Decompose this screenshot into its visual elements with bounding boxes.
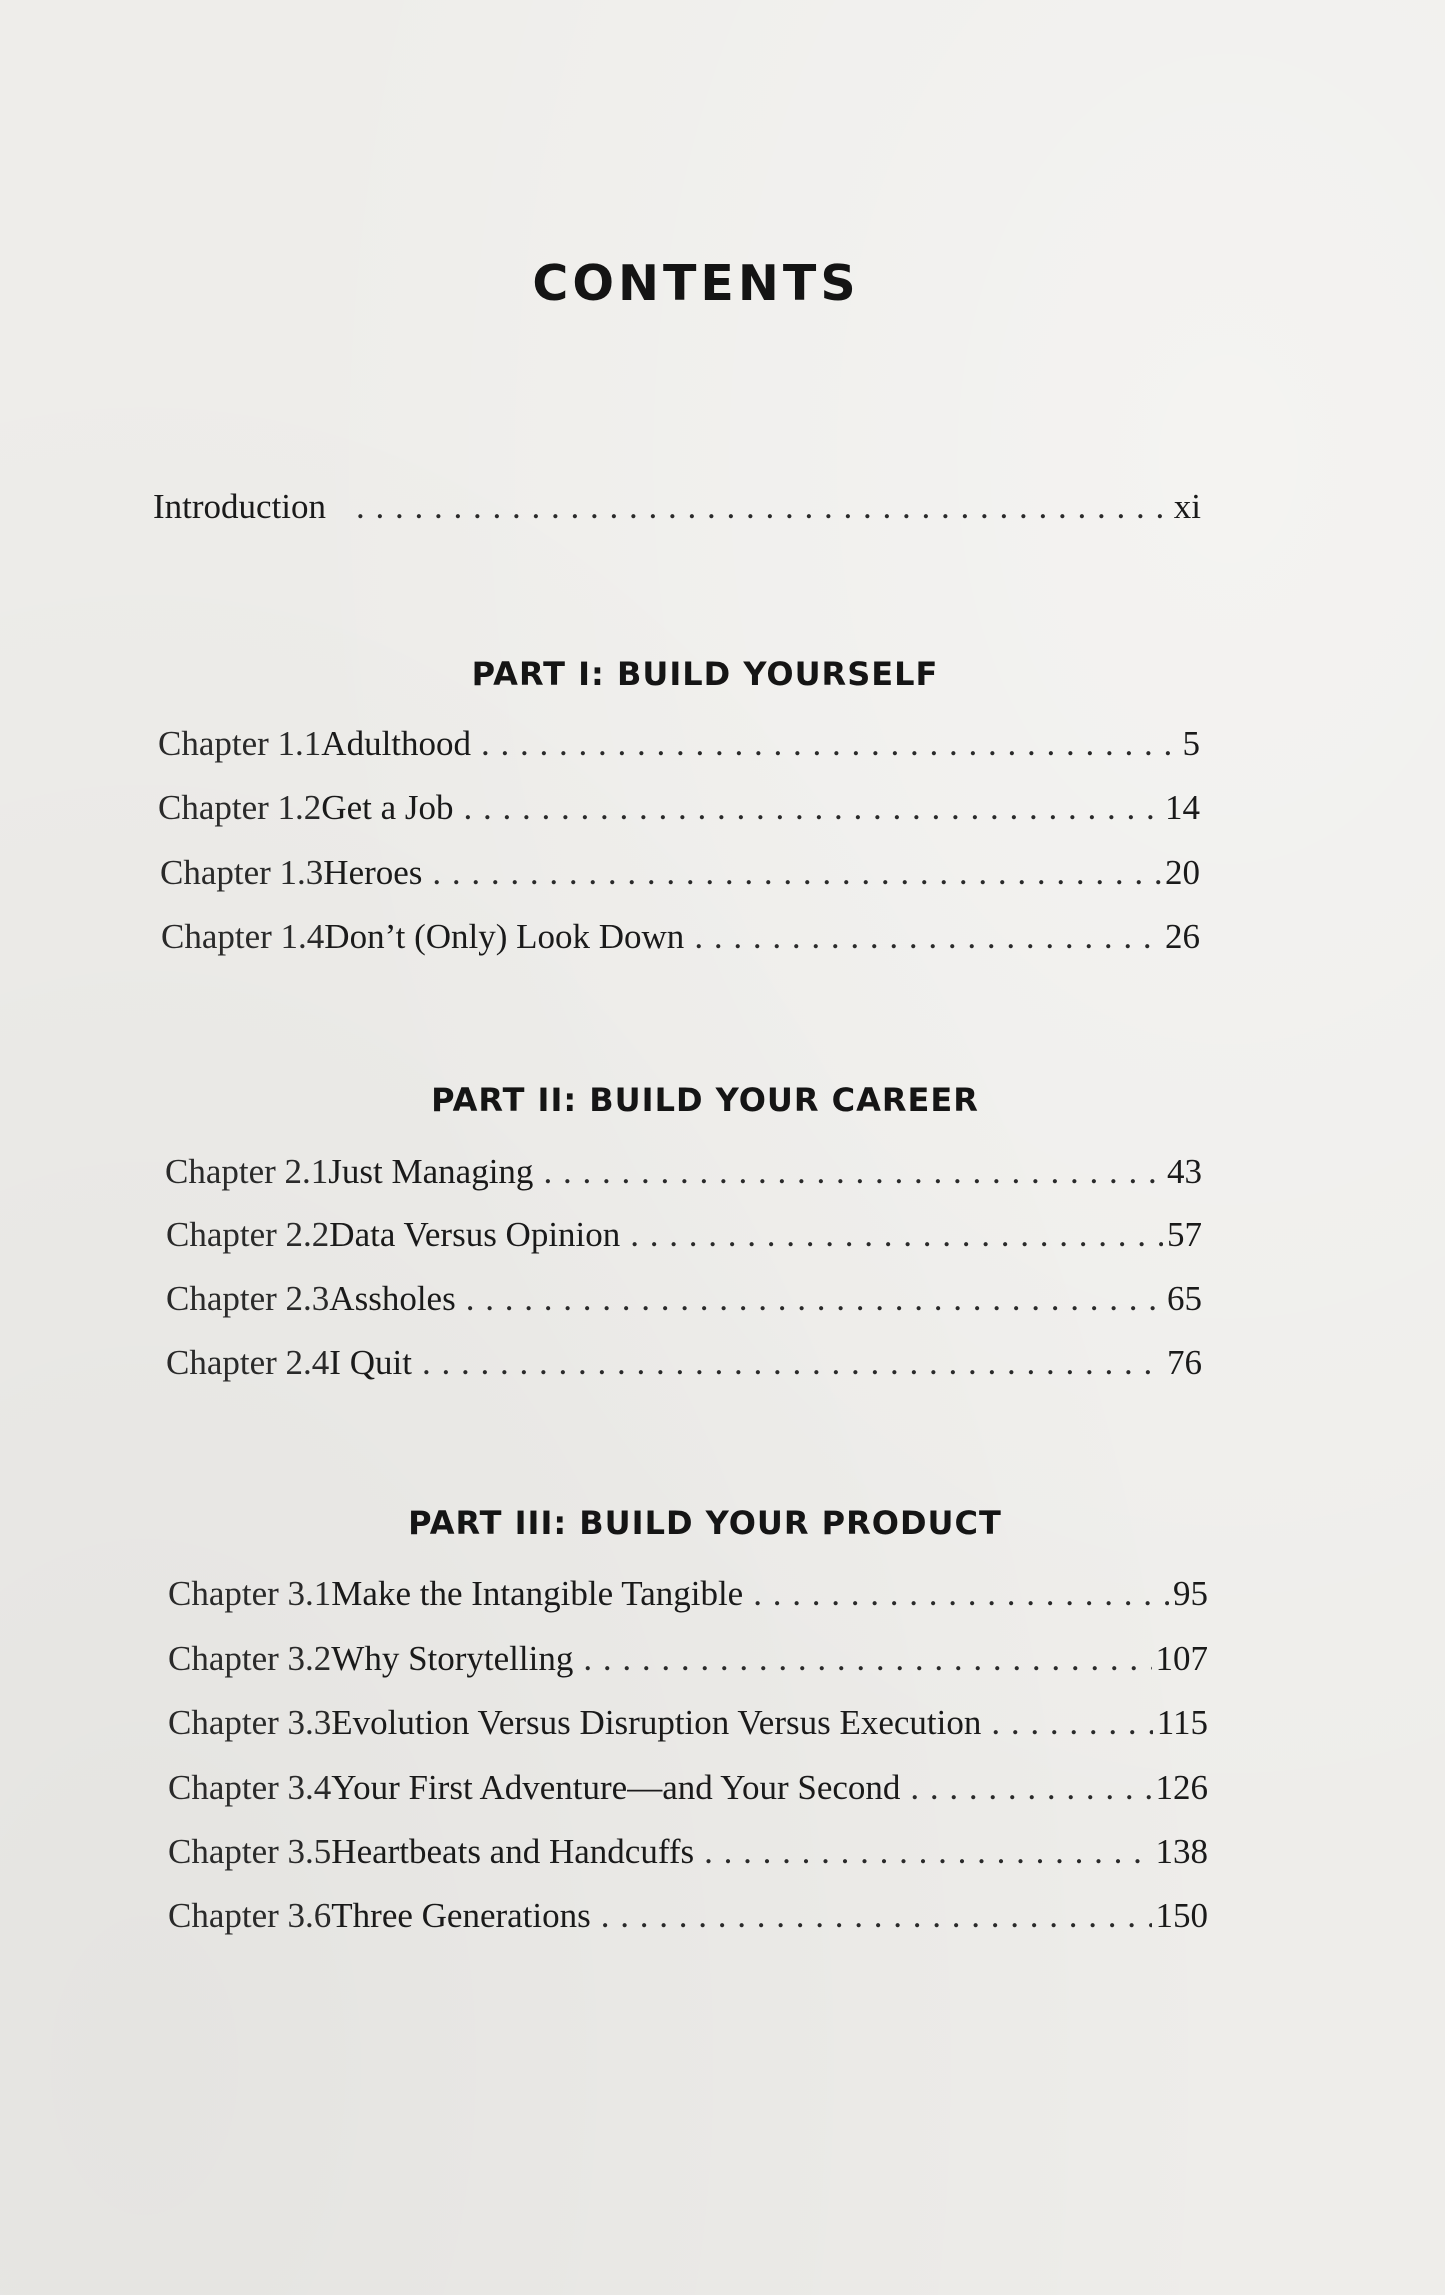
chapter-label: Chapter 3.6 — [168, 1896, 332, 1935]
entry-page-number: 5 — [1182, 724, 1200, 763]
entry-page-number: 95 — [1173, 1574, 1208, 1613]
toc-entry[interactable] — [168, 1572, 1208, 1616]
entry-page-number: 65 — [1167, 1279, 1202, 1318]
dot-leader — [432, 851, 1161, 895]
toc-entry[interactable] — [165, 1150, 1202, 1194]
entry-page-number: 26 — [1165, 917, 1200, 956]
entry-title: Data Versus Opinion — [329, 1215, 621, 1254]
toc-entry[interactable] — [166, 1341, 1202, 1385]
dot-leader — [704, 1830, 1151, 1874]
dot-leader — [466, 1277, 1163, 1321]
chapter-label: Chapter 1.4 — [161, 917, 325, 956]
chapter-label: Chapter 2.4 — [166, 1343, 330, 1382]
entry-title: I Quit — [329, 1343, 412, 1382]
dot-leader — [422, 1341, 1163, 1385]
dot-leader — [910, 1766, 1151, 1810]
contents-heading: CONTENTS — [532, 255, 860, 312]
toc-entry[interactable] — [168, 1766, 1208, 1810]
dot-leader — [356, 485, 1170, 529]
entry-title: Just Managing — [328, 1152, 534, 1191]
toc-entry[interactable] — [158, 786, 1200, 830]
toc-entry[interactable] — [161, 915, 1200, 959]
toc-entry[interactable] — [160, 851, 1200, 895]
chapter-label: Chapter 2.3 — [166, 1279, 330, 1318]
dot-leader — [583, 1637, 1151, 1681]
chapter-label: Chapter 1.3 — [160, 853, 324, 892]
entry-title: Your First Adventure—and Your Second — [331, 1768, 901, 1807]
dot-leader — [630, 1213, 1163, 1257]
entry-page-number: xi — [1173, 487, 1201, 526]
toc-entry-introduction[interactable] — [153, 485, 1201, 529]
entry-title: Why Storytelling — [331, 1639, 574, 1678]
entry-title: Heartbeats and Handcuffs — [331, 1832, 695, 1871]
chapter-label: Chapter 2.2 — [166, 1215, 330, 1254]
entry-title: Introduction — [153, 487, 327, 526]
chapter-label: Chapter 3.5 — [168, 1832, 332, 1871]
entry-page-number: 107 — [1155, 1639, 1208, 1678]
entry-title: Get a Job — [321, 788, 454, 827]
chapter-label: Chapter 3.1 — [168, 1574, 332, 1613]
toc-entry[interactable] — [168, 1830, 1208, 1874]
chapter-label: Chapter 3.3 — [168, 1703, 332, 1742]
entry-page-number: 57 — [1167, 1215, 1202, 1254]
entry-title: Evolution Versus Disruption Versus Execution — [331, 1703, 982, 1742]
chapter-label: Chapter 1.2 — [158, 788, 322, 827]
entry-title: Heroes — [323, 853, 423, 892]
chapter-label: Chapter 1.1 — [158, 724, 322, 763]
dot-leader — [481, 722, 1178, 766]
part-heading: PART II: BUILD YOUR CAREER — [431, 1081, 979, 1119]
entry-title: Assholes — [329, 1279, 456, 1318]
dot-leader — [601, 1894, 1152, 1938]
toc-entry[interactable] — [158, 722, 1200, 766]
toc-entry[interactable] — [168, 1701, 1208, 1745]
part-heading: PART III: BUILD YOUR PRODUCT — [408, 1504, 1002, 1542]
toc-entry[interactable] — [168, 1894, 1208, 1938]
entry-title: Make the Intangible Tangible — [331, 1574, 744, 1613]
dot-leader — [991, 1701, 1152, 1745]
part-heading: PART I: BUILD YOURSELF — [471, 655, 939, 693]
entry-page-number: 76 — [1167, 1343, 1202, 1382]
toc-entry[interactable] — [166, 1213, 1202, 1257]
toc-entry[interactable] — [166, 1277, 1202, 1321]
chapter-label: Chapter 3.2 — [168, 1639, 332, 1678]
entry-title: Three Generations — [331, 1896, 591, 1935]
entry-page-number: 115 — [1156, 1703, 1208, 1742]
entry-page-number: 126 — [1155, 1768, 1208, 1807]
dot-leader — [753, 1572, 1169, 1616]
entry-page-number: 20 — [1165, 853, 1200, 892]
entry-title: Don’t (Only) Look Down — [324, 917, 685, 956]
entry-title: Adulthood — [321, 724, 472, 763]
entry-page-number: 138 — [1155, 1832, 1208, 1871]
dot-leader — [694, 915, 1161, 959]
entry-page-number: 150 — [1155, 1896, 1208, 1935]
chapter-label: Chapter 3.4 — [168, 1768, 332, 1807]
entry-page-number: 43 — [1167, 1152, 1202, 1191]
dot-leader — [464, 786, 1162, 830]
toc-entry[interactable] — [168, 1637, 1208, 1681]
chapter-label: Chapter 2.1 — [165, 1152, 329, 1191]
entry-page-number: 14 — [1165, 788, 1200, 827]
dot-leader — [543, 1150, 1163, 1194]
